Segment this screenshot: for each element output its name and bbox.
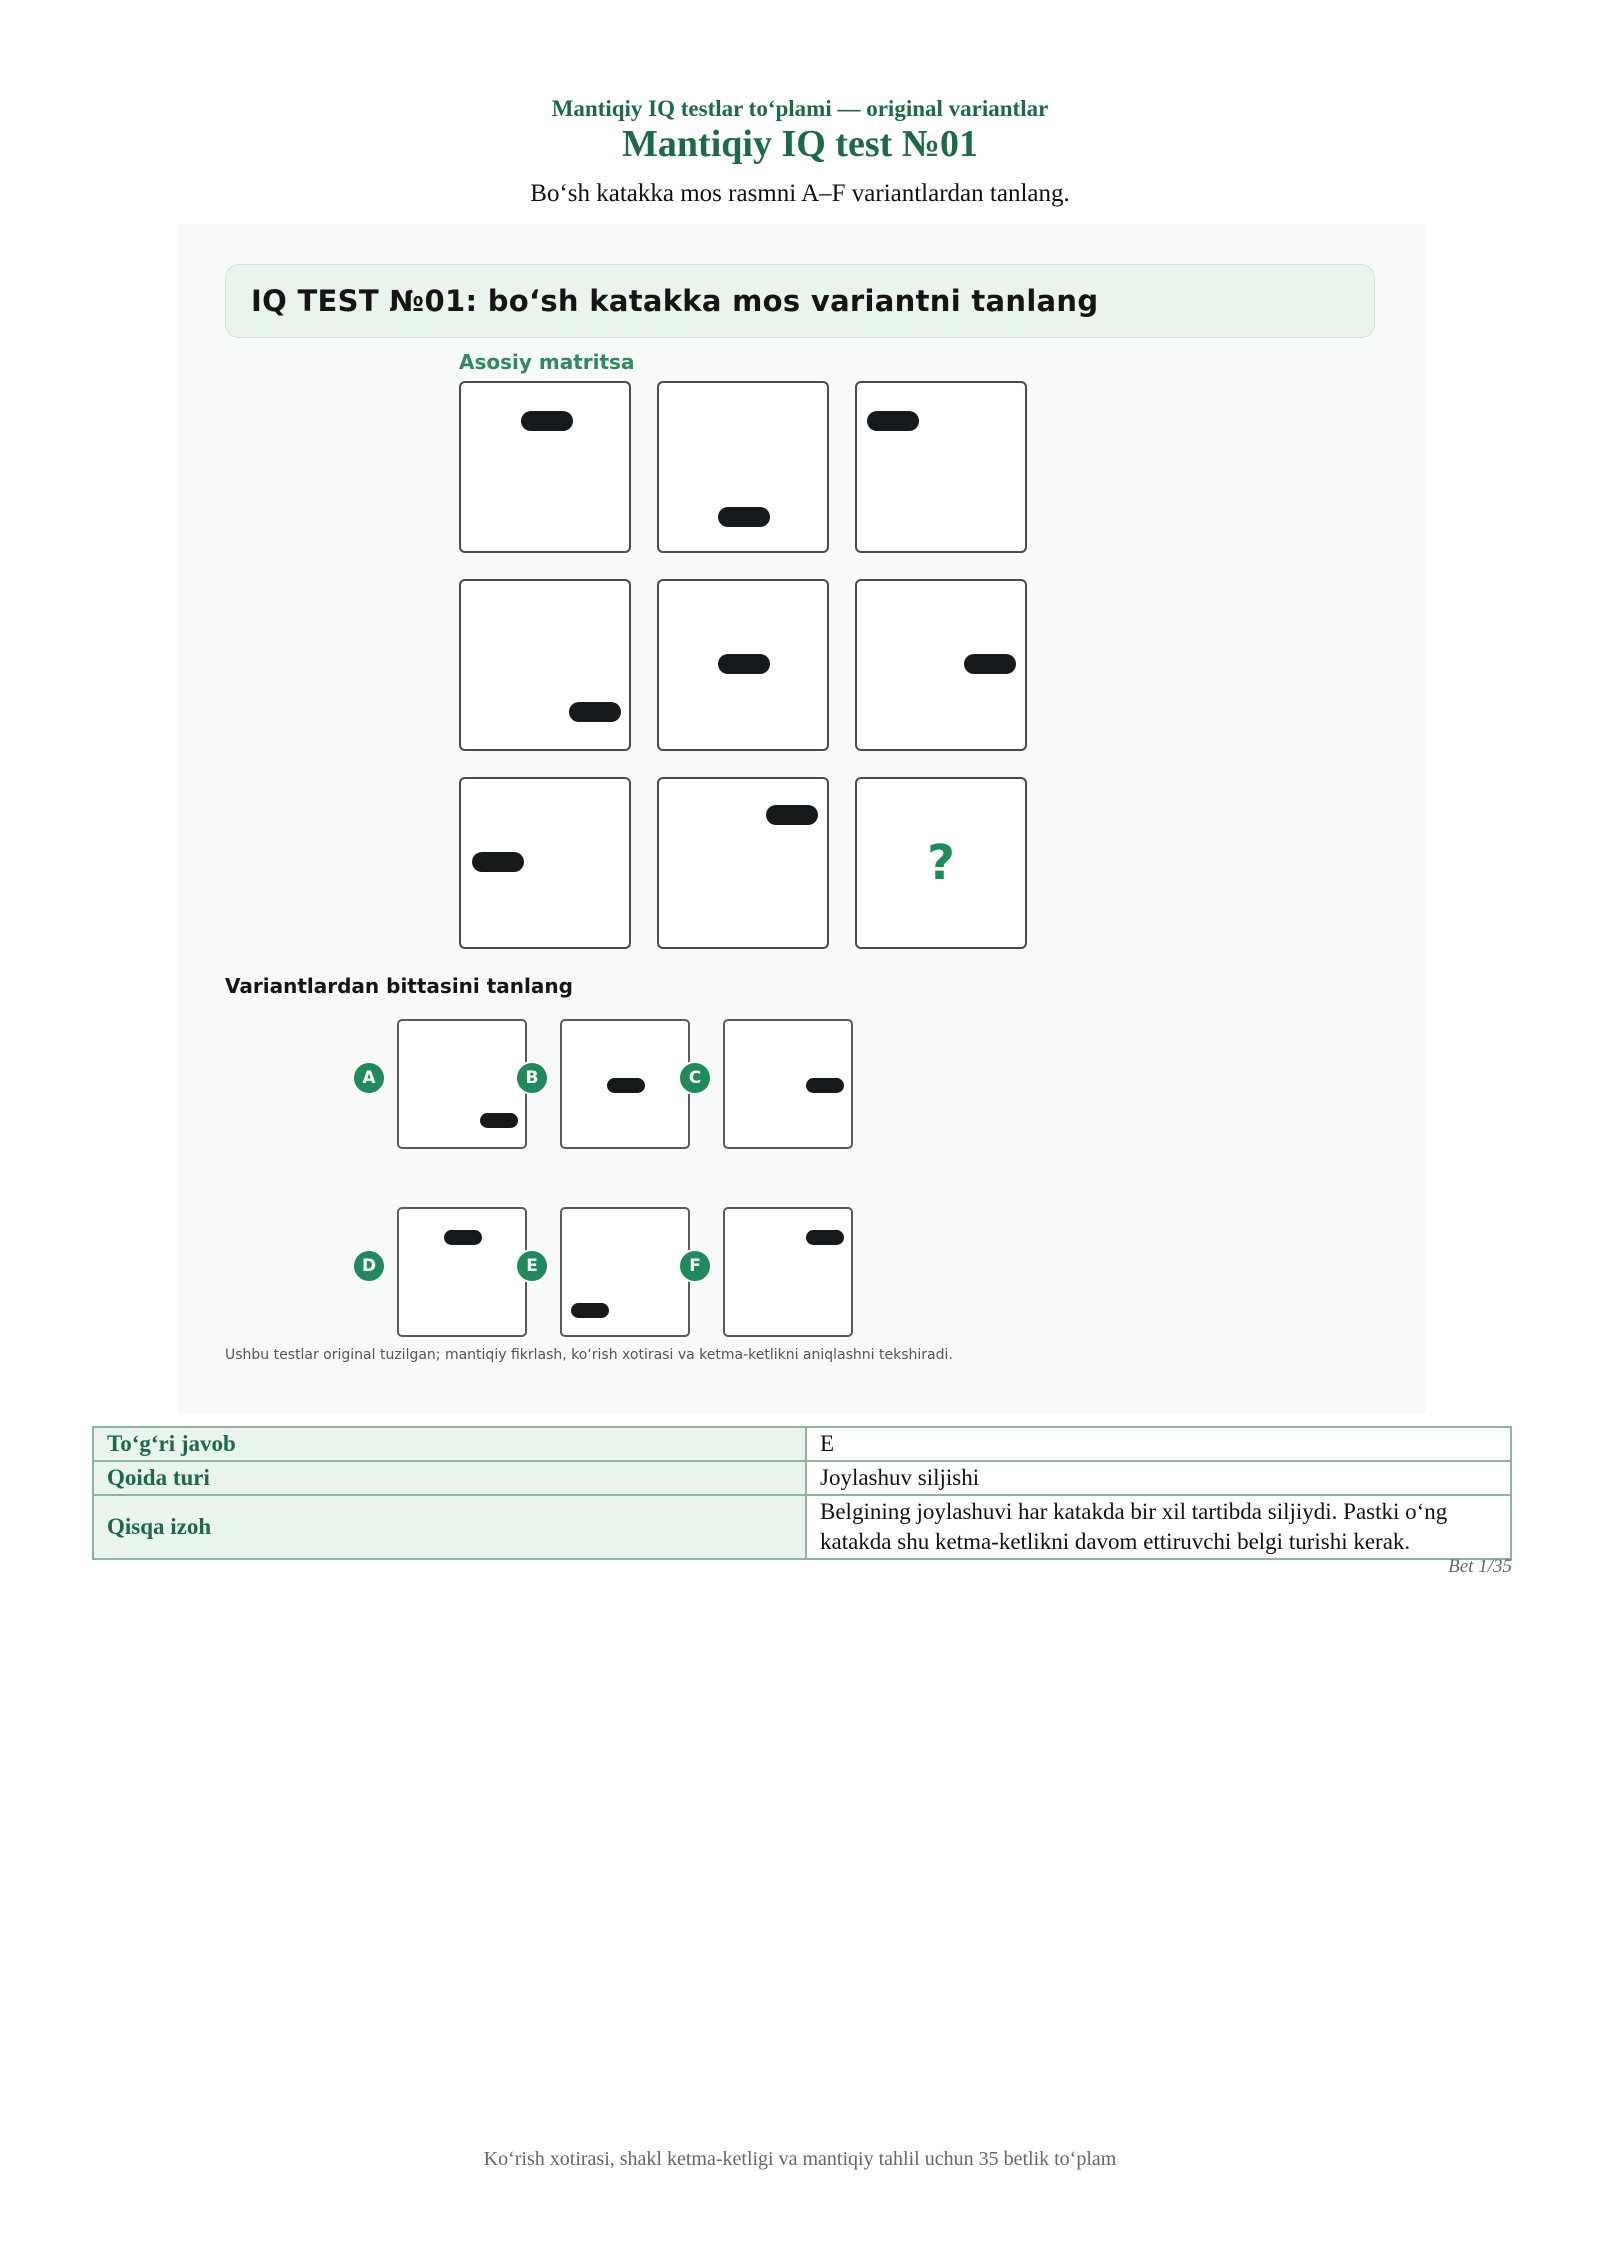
test-header-title: IQ TEST №01: bo‘sh katakka mos variantni tanlang bbox=[251, 284, 1099, 318]
bar-shape bbox=[806, 1230, 844, 1245]
matrix-label: Asosiy matritsa bbox=[459, 350, 635, 374]
test-header-box bbox=[225, 264, 1375, 338]
table-row bbox=[93, 1427, 1511, 1461]
answer-value: E bbox=[806, 1427, 1511, 1461]
option-f-figure[interactable] bbox=[723, 1207, 853, 1337]
matrix-cell-3-1 bbox=[459, 777, 631, 949]
bar-shape bbox=[806, 1078, 844, 1093]
option-d-figure[interactable] bbox=[397, 1207, 527, 1337]
matrix-cell-2-1 bbox=[459, 579, 631, 751]
matrix-cell-2-2 bbox=[657, 579, 829, 751]
option-c-badge[interactable]: C bbox=[678, 1061, 712, 1095]
bar-shape bbox=[718, 654, 770, 674]
option-c-figure[interactable] bbox=[723, 1019, 853, 1149]
missing-cell bbox=[855, 777, 1027, 949]
answer-table bbox=[92, 1426, 1512, 1560]
rule-type-label: Qoida turi bbox=[93, 1461, 806, 1495]
explanation-label: Qisqa izoh bbox=[93, 1495, 806, 1559]
rule-type-value: Joylashuv siljishi bbox=[806, 1461, 1511, 1495]
instruction-text: Bo‘sh katakka mos rasmni A–F variantlardan tanlang. bbox=[530, 180, 1070, 207]
matrix-cell-1-1 bbox=[459, 381, 631, 553]
bar-shape bbox=[521, 411, 573, 431]
page-number: Bet 1/35 bbox=[1448, 1556, 1512, 1577]
bar-shape bbox=[444, 1230, 482, 1245]
answer-label: To‘g‘ri javob bbox=[93, 1427, 806, 1461]
bar-shape bbox=[964, 654, 1016, 674]
option-a-badge[interactable]: A bbox=[352, 1061, 386, 1095]
option-e-figure[interactable] bbox=[560, 1207, 690, 1337]
matrix-cell-2-3 bbox=[855, 579, 1027, 751]
table-row bbox=[93, 1495, 1511, 1559]
bar-shape bbox=[867, 411, 919, 431]
matrix-cell-1-2 bbox=[657, 381, 829, 553]
option-e-badge[interactable]: E bbox=[515, 1249, 549, 1283]
options-heading: Variantlardan bittasini tanlang bbox=[225, 974, 573, 998]
collection-subtitle: Mantiqiy IQ testlar to‘plami — original variantlar bbox=[551, 96, 1049, 121]
question-mark: ? bbox=[927, 835, 955, 891]
explanation-value: Belgining joylashuvi har katakda bir xil tartibda siljiydi. Pastki o‘ng katakda shu ketma-ketlikni davom ettiruvchi belgi turishi kerak. bbox=[806, 1495, 1511, 1559]
page-title: Mantiqiy IQ test №01 bbox=[622, 123, 978, 165]
bar-shape bbox=[718, 507, 770, 527]
option-f-badge[interactable]: F bbox=[678, 1249, 712, 1283]
matrix-cell-1-3 bbox=[855, 381, 1027, 553]
option-b-figure[interactable] bbox=[560, 1019, 690, 1149]
page-footer: Ko‘rish xotirasi, shakl ketma-ketligi va mantiqiy tahlil uchun 35 betlik to‘plam bbox=[483, 2148, 1117, 2170]
matrix-cell-3-2 bbox=[657, 777, 829, 949]
bar-shape bbox=[766, 805, 818, 825]
bar-shape bbox=[569, 702, 621, 722]
bar-shape bbox=[571, 1303, 609, 1318]
table-row bbox=[93, 1461, 1511, 1495]
bar-shape bbox=[607, 1078, 645, 1093]
bar-shape bbox=[480, 1113, 518, 1128]
option-a-figure[interactable] bbox=[397, 1019, 527, 1149]
option-b-badge[interactable]: B bbox=[515, 1061, 549, 1095]
option-d-badge[interactable]: D bbox=[352, 1249, 386, 1283]
bar-shape bbox=[472, 852, 524, 872]
panel-note: Ushbu testlar original tuzilgan; mantiqiy fikrlash, ko‘rish xotirasi va ketma-ketlikni aniqlashni tekshiradi. bbox=[225, 1347, 953, 1363]
